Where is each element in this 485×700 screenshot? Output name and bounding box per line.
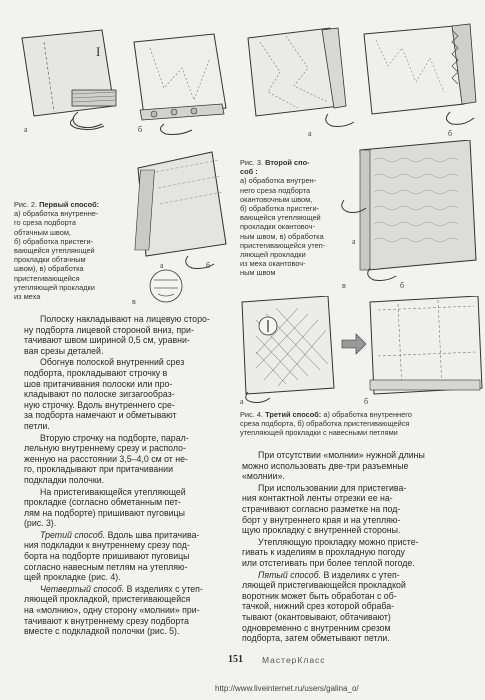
text-line: тывают (окантовывают, обтачивают) bbox=[242, 611, 391, 622]
figure-3ab-illustration bbox=[238, 22, 480, 140]
text-line: можно использовать две-три разъемные bbox=[242, 460, 409, 471]
left-column-text bbox=[24, 314, 230, 637]
fig3-caption-line: окантовочным швом, bbox=[240, 194, 313, 204]
fig2-caption-line: б) обработка пристеги- bbox=[14, 236, 94, 246]
fig2-caption-line: прокладки обтачным bbox=[14, 255, 86, 265]
text-line: ную строчку. Вдоль внутреннего сре- bbox=[24, 399, 175, 410]
fig2-caption-line: обтачным швом, bbox=[14, 227, 71, 237]
magazine-brand: МастерКласс bbox=[262, 655, 326, 665]
figure-4-caption bbox=[240, 410, 480, 438]
fig3-caption-line: ляющей прокладки bbox=[240, 250, 306, 260]
text-line: одновременно с внутренним срезом bbox=[242, 622, 391, 633]
fig2-label-b: б bbox=[138, 125, 143, 134]
fig3mid-label-b: б bbox=[400, 281, 405, 290]
figure-4ab-illustration bbox=[238, 296, 484, 408]
text-line: При использовании для пристегива- bbox=[258, 482, 407, 493]
text-line: На пристегивающейся утепляющей bbox=[40, 486, 186, 497]
fig4-caption-line: среза подборта, б) обработка пристегивающейся bbox=[240, 419, 410, 429]
text-line: вая срезы деталей. bbox=[24, 345, 104, 356]
figure-2bv-illustration bbox=[132, 148, 242, 308]
figure-2ab-illustration bbox=[14, 28, 234, 138]
fig3-label-a: а bbox=[308, 129, 312, 138]
text-line: При отсутствии «молнии» нужной длины bbox=[258, 450, 425, 460]
panel-label-roman-one: I bbox=[96, 44, 101, 59]
text-line: подборта, затем обметывают петли. bbox=[242, 633, 390, 644]
fig2mid-label-b: б bbox=[206, 261, 211, 270]
fig3-caption-title: Рис. 3. bbox=[240, 158, 264, 167]
text-line: щей прокладке (рис. 4). bbox=[24, 572, 121, 583]
text-line: борт у внутреннего края и на утепляю- bbox=[242, 514, 401, 525]
figure-3-caption bbox=[240, 158, 344, 278]
fig2-caption-title: Рис. 2. bbox=[14, 200, 38, 209]
fig3-caption-line: из меха окантовоч- bbox=[240, 259, 306, 269]
text-line: вместе с подкладкой полочки (рис. 5). bbox=[24, 626, 180, 637]
text-line: женную на расстоянии 3,5–4,0 см от не- bbox=[24, 453, 188, 464]
text-line: шов притачивания полоски или про- bbox=[24, 378, 173, 389]
text-line: В изделиях с утеп- bbox=[124, 583, 203, 594]
text-line: ляющей прокладкой, пристегивающейся bbox=[24, 594, 191, 605]
fig2mid-label-a: а bbox=[160, 261, 164, 270]
fig2-caption-line: утепляющей прокладки bbox=[14, 282, 95, 292]
fig3mid-label-a: а bbox=[352, 237, 356, 246]
text-line: го, прокладывают при притачивании bbox=[24, 464, 173, 475]
text-line: Вдоль шва притачива- bbox=[105, 529, 200, 540]
text-line: тачивают к внутреннему срезу подборта bbox=[24, 615, 189, 626]
text-line: (рис. 3). bbox=[24, 518, 57, 529]
text-line: за подборта намечают и обметывают bbox=[24, 410, 177, 421]
text-line: Вторую строчку на подборте, парал- bbox=[40, 432, 189, 443]
fig2-caption-line: а) обработка внутренне- bbox=[14, 209, 99, 219]
fig2-caption-line: вающейся утепляющей bbox=[14, 246, 95, 256]
text-line: прокладке (согласно обметанным пет- bbox=[24, 497, 181, 508]
text-line: страчивают согласно разметке на под- bbox=[242, 503, 401, 514]
text-line: лельную внутреннему срезу и располо- bbox=[24, 443, 186, 454]
text-line: согласно навесным петлям на утепляю- bbox=[24, 561, 188, 572]
text-line: ния подкладки к внутреннему срезу под- bbox=[24, 540, 190, 551]
fig3-caption-line: прокладки окантовоч- bbox=[240, 222, 315, 232]
text-line: Утепляющую прокладку можно присте- bbox=[258, 536, 419, 547]
text-line: щую прокладку с внутренней стороны. bbox=[242, 525, 401, 536]
text-line: петли. bbox=[24, 420, 50, 431]
fig2-caption-method: Первый способ: bbox=[39, 200, 100, 209]
fig2mid-label-v: в bbox=[132, 297, 136, 306]
fig3-caption-line: пристегивающейся утеп- bbox=[240, 240, 326, 250]
fig2-label-a: а bbox=[24, 125, 28, 134]
fig4-label-a: а bbox=[240, 397, 244, 406]
fig3-caption-method-cont: соб : bbox=[240, 167, 258, 177]
fig4-caption-title: Рис. 4. bbox=[240, 410, 264, 419]
text-line: Обогнув полоской внутренний срез bbox=[40, 357, 185, 368]
text-line: или отстегивать при более теплой погоде. bbox=[242, 557, 415, 568]
page-number: 151 bbox=[228, 654, 243, 665]
text-line: лям на подборте) пришивают пуговицы bbox=[24, 507, 185, 518]
fig3-caption-line: ным швом, в) обработка bbox=[240, 231, 324, 241]
figure-3v-illustration bbox=[340, 140, 480, 290]
text-line: на «молнию», одну сторону «молнии» при- bbox=[24, 605, 200, 616]
fig3mid-label-v: в bbox=[342, 281, 346, 290]
right-column-text bbox=[242, 450, 470, 644]
fig3-caption-line: а) обработка внутрен- bbox=[240, 176, 317, 186]
text-line: ну подборта лицевой стороной вниз, при- bbox=[24, 324, 194, 335]
fig4-caption-method: Третий способ: bbox=[265, 410, 322, 419]
fig2-caption-line: из меха bbox=[14, 292, 41, 302]
fig3-caption-line: вающейся утепляющей bbox=[240, 213, 321, 223]
fig4-caption-line: утепляющей прокладки с навесными петлями bbox=[240, 428, 398, 438]
method-heading-third: Третий способ. bbox=[40, 529, 106, 540]
fig4-caption-line: а) обработка внутреннего bbox=[323, 410, 412, 419]
fig2-caption-line: го среза подборта bbox=[14, 218, 76, 228]
fig3-caption-line: него среза подборта bbox=[240, 185, 311, 195]
figure-2-caption bbox=[14, 200, 132, 301]
text-line: подборта, прокладывают строчку в bbox=[24, 367, 168, 378]
fig2-caption-line: швом), в) обработка bbox=[14, 264, 84, 274]
fig3-caption-line: б) обработка пристеги- bbox=[240, 204, 320, 214]
method-heading-fifth: Пятый способ. bbox=[258, 569, 322, 580]
text-line: тачкой, нижний срез которой обраба- bbox=[242, 601, 395, 612]
fig3-caption-method: Второй спо- bbox=[265, 158, 310, 167]
text-line: воротник может быть обработан с об- bbox=[242, 590, 397, 601]
source-url-link[interactable]: http://www.liveinternet.ru/users/galina_o/ bbox=[215, 684, 359, 693]
text-line: кладывают по полоске зигзагообраз- bbox=[24, 389, 175, 400]
text-line: Полоску накладывают на лицевую сторо- bbox=[40, 314, 210, 324]
text-line: ляющей пристегивающейся прокладкой bbox=[242, 580, 406, 591]
method-heading-fourth: Четвертый способ. bbox=[40, 583, 125, 594]
text-line: «молнии». bbox=[242, 471, 285, 482]
text-line: В изделиях с утеп- bbox=[321, 569, 400, 580]
fig2-caption-line: пристегивающейся bbox=[14, 273, 80, 283]
fig4-label-b: б bbox=[364, 397, 369, 406]
text-line: тачивают швом шириной 0,5 см, уравни- bbox=[24, 335, 190, 346]
text-line: борта на подборте пришивают пуговицы bbox=[24, 551, 190, 562]
text-line: подкладки полочки. bbox=[24, 474, 105, 485]
text-line: гивать к изделиям в прохладную погоду bbox=[242, 547, 405, 558]
text-line: ния контактной ленты отрезки ее на- bbox=[242, 493, 393, 504]
fig3-label-b: б bbox=[448, 129, 453, 138]
fig3-caption-line: ным швом bbox=[240, 268, 276, 278]
